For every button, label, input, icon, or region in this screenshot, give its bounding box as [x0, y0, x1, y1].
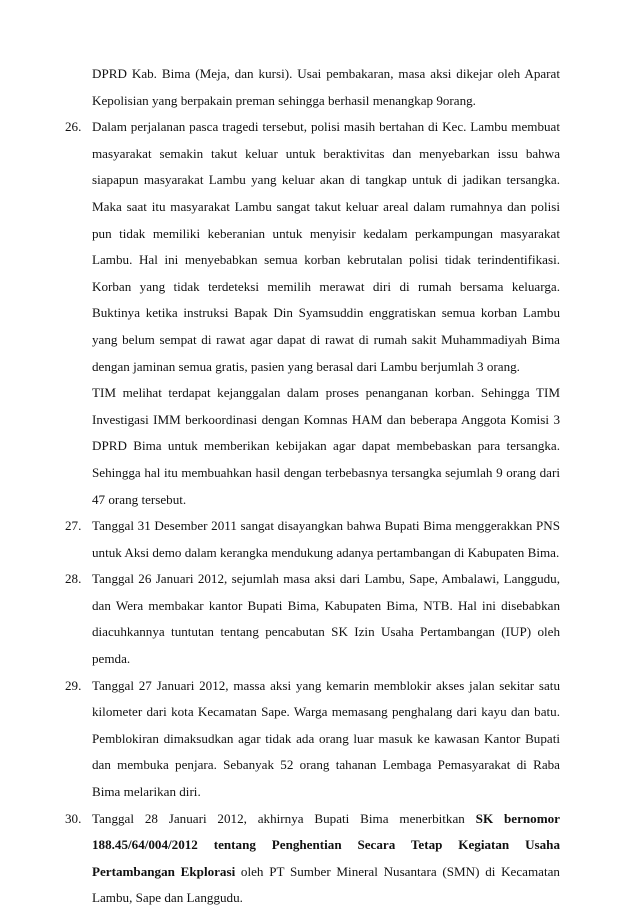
item-text: Tanggal 27 Januari 2012, massa aksi yang kemarin memblokir akses jalan sekitar satu kilometer dari kota Kecamatan Sape. Warga memasang penghalang dari kayu dan batu. Pemblokiran dimaksudkan agar tidak ada orang luar masuk ke kawasan Kantor Bupati dan membuka penjara. Sebanyak 52 orang tahanan Lembaga Pemasyarakat di Raba Bima melarikan diri. [92, 677, 560, 800]
item-text: Tanggal 31 Desember 2011 sangat disayangkan bahwa Bupati Bima menggerakkan PNS untuk Aksi demo dalam kerangka mendukung adanya pertambangan di Kabupaten Bima. [92, 518, 560, 560]
item-text: Dalam perjalanan pasca tragedi tersebut, polisi masih bertahan di Kec. Lambu membuat masyarakat semakin takut keluar untuk beraktivitas dan menyebarkan issu bahwa siapapun masyarakat Lambu yang keluar akan di tangkap untuk di jadikan tersangka. Maka saat itu masyarakat Lambu sangat takut keluar areal dalam rumahnya dan polisi pun tidak memiliki keberanian untuk menyisir kedalam perkampungan masyarakat Lambu. Hal ini menyebabkan semua korban kebrutalan polisi tidak terindentifikasi. Korban yang tidak terdeteksi memilih merawat diri di rumah bersama keluarga. Buktinya ketika instruksi Bapak Din Syamsuddin enggratiskan semua korban Lambu yang belum sempat di rawat agar dapat di rawat di rumah sakit Muhammadiyah Bima dengan jaminan semua gratis, pasien yang berasal dari Lambu berjumlah 3 orang. [92, 119, 560, 374]
item-text-before: Tanggal 28 Januari 2012, akhirnya Bupati Bima menerbitkan [92, 810, 476, 826]
sk-title-bold: SK bernomor 188.45/64/004/2012 tentang Penghentian Secara Tetap Kegiatan Usaha Pertambangan Ekplorasi [92, 810, 560, 879]
item-number: 26. [65, 119, 82, 135]
list-item-28 [65, 566, 560, 672]
list-item-29 [65, 673, 560, 806]
continuation-text: DPRD Kab. Bima (Meja, dan kursi). Usai pembakaran, masa aksi dikejar oleh Aparat Kepolisian yang berpakain preman sehingga berhasil menangkap 9orang. [92, 66, 560, 108]
list-item-27 [65, 513, 560, 566]
item-number: 30. [65, 810, 82, 826]
item-text-after: oleh PT Sumber Mineral Nusantara (SMN) di Kecamatan Lambu, Sape dan Langgudu. [92, 863, 560, 906]
list-item-26 [65, 114, 560, 513]
list-item-30 [65, 806, 560, 912]
item-number: 29. [65, 677, 82, 693]
item-number: 27. [65, 518, 82, 534]
item-extra-paragraph: TIM melihat terdapat kejanggalan dalam proses penanganan korban. Sehingga TIM Investigasi IMM berkoordinasi dengan Komnas HAM dan beberapa Anggota Komisi 3 DPRD Bima untuk memberikan kebijakan agar dapat membebaskan para tersangka. Sehingga hal itu membuahkan hasil dengan terbebasnya tersangka sejumlah 9 orang dari 47 orang tersebut. [92, 385, 560, 507]
item-text: Tanggal 26 Januari 2012, sejumlah masa aksi dari Lambu, Sape, Ambalawi, Langgudu, dan Wera membakar kantor Bupati Bima, Kabupaten Bima, NTB. Hal ini disebabkan diacuhkannya tuntutan tentang pencabutan SK Izin Usaha Pertambangan (IUP) oleh pemda. [92, 571, 560, 667]
continuation-paragraph [88, 61, 560, 114]
item-text [92, 806, 560, 912]
item-number: 28. [65, 571, 82, 587]
